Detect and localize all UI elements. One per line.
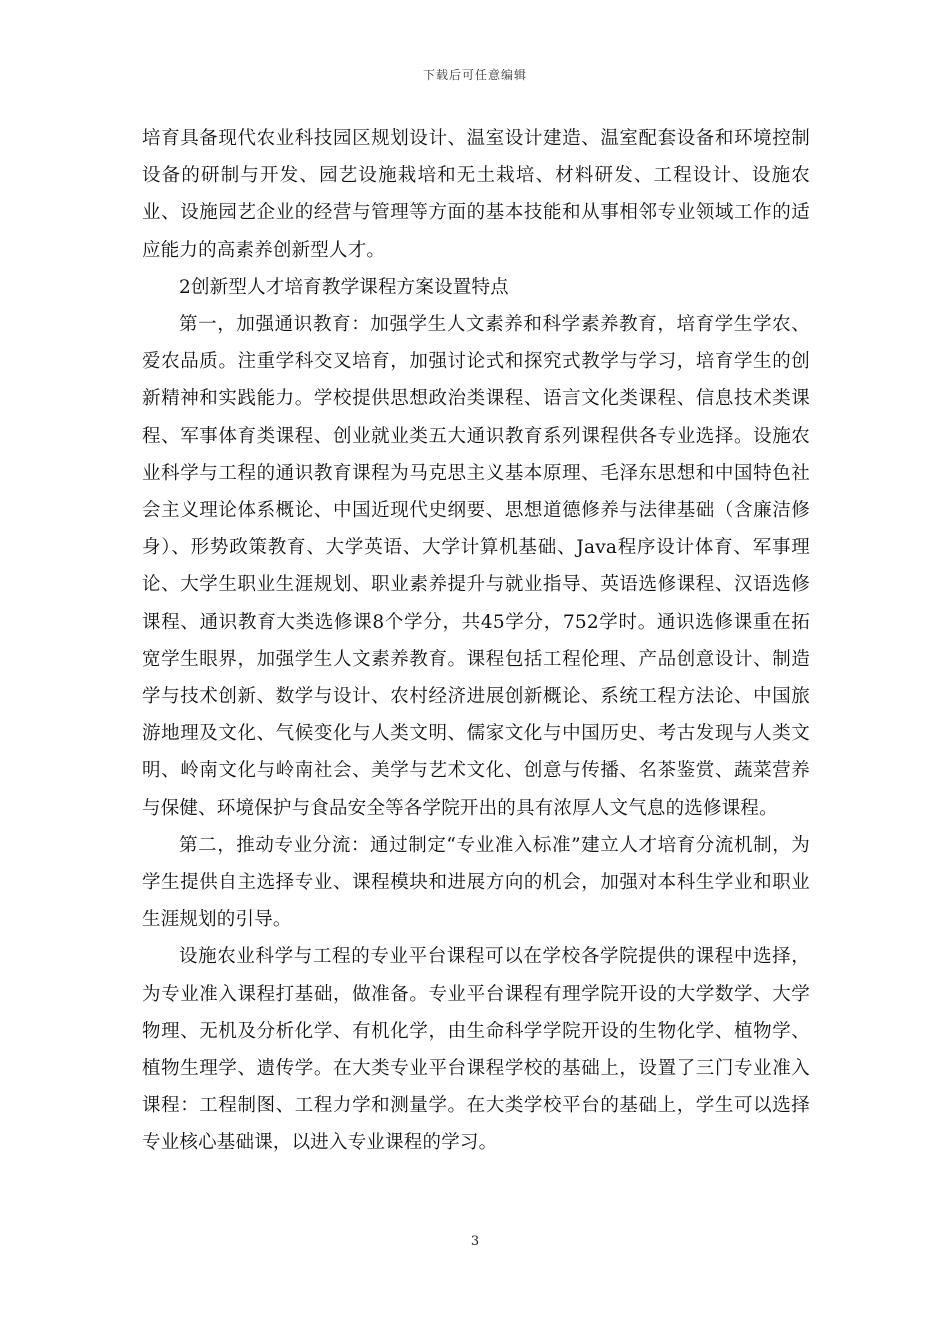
page-header: 下载后可任意编辑 [422, 68, 527, 82]
document-body [142, 120, 810, 1162]
paragraph-platform-courses: 设施农业科学与工程的专业平台课程可以在学校各学院提供的课程中选择，为专业准入课程打基础，做准备。专业平台课程有理学院开设的大学数学、大学物理、无机及分析化学、有机化学，由生命科学学院开设的生物化学、植物学、植物生理学、遗传学。在大类专业平台课程学校的基础上，设置了三门专业准入课程：工程制图、工程力学和测量学。在大类学校平台的基础上，学生可以选择专业核心基础课，以进入专业课程的学习。 [142, 946, 810, 1154]
paragraph-training-goal: 培育具备现代农业科技园区规划设计、温室设计建造、温室配套设备和环境控制设备的研制与开发、园艺设施栽培和无土栽培、材料研发、工程设计、设施农业、设施园艺企业的经营与管理等方面的基本技能和从事相邻专业领域工作的适应能力的高素养创新型人才。 [142, 128, 810, 261]
section-heading: 2创新型人才培育教学课程方案设置特点 [179, 276, 509, 298]
paragraph-general-education: 第一，加强通识教育：加强学生人文素养和科学素养教育，培育学生学农、爱农品质。注重学科交叉培育，加强讨论式和探究式教学与学习，培育学生的创新精神和实践能力。学校提供思想政治类课程、语言文化类课程、信息技术类课程、军事体育类课程、创业就业类五大通识教育系列课程供各专业选择。设施农业科学与工程的通识教育课程为马克思主义基本原理、毛泽东思想和中国特色社会主义理论体系概论、中国近现代史纲要、思想道德修养与法律基础（含廉洁修身）、形势政策教育、大学英语、大学计算机基础、Java程序设计体育、军事理论、大学生职业生涯规划、职业素养提升与就业指导、英语选修课程、汉语选修课程、通识教育大类选修课8个学分，共45学分，752学时。通识选修课重在拓宽学生眼界，加强学生人文素养教育。课程包括工程伦理、产品创意设计、制造学与技术创新、数学与设计、农村经济进展创新概论、系统工程方法论、中国旅游地理及文化、气候变化与人类文明、儒家文化与中国历史、考古发现与人类文明、岭南文化与岭南社会、美学与艺术文化、创意与传播、名茶鉴赏、蔬菜营养与保健、环境保护与食品安全等各学院开出的具有浓厚人文气息的选修课程。 [142, 314, 810, 819]
paragraph-major-streaming: 第二，推动专业分流：通过制定“专业准入标准”建立人才培育分流机制，为学生提供自主选择专业、课程模块和进展方向的机会，加强对本科生学业和职业生涯规划的引导。 [142, 834, 810, 931]
page-number: 3 [470, 1234, 480, 1249]
